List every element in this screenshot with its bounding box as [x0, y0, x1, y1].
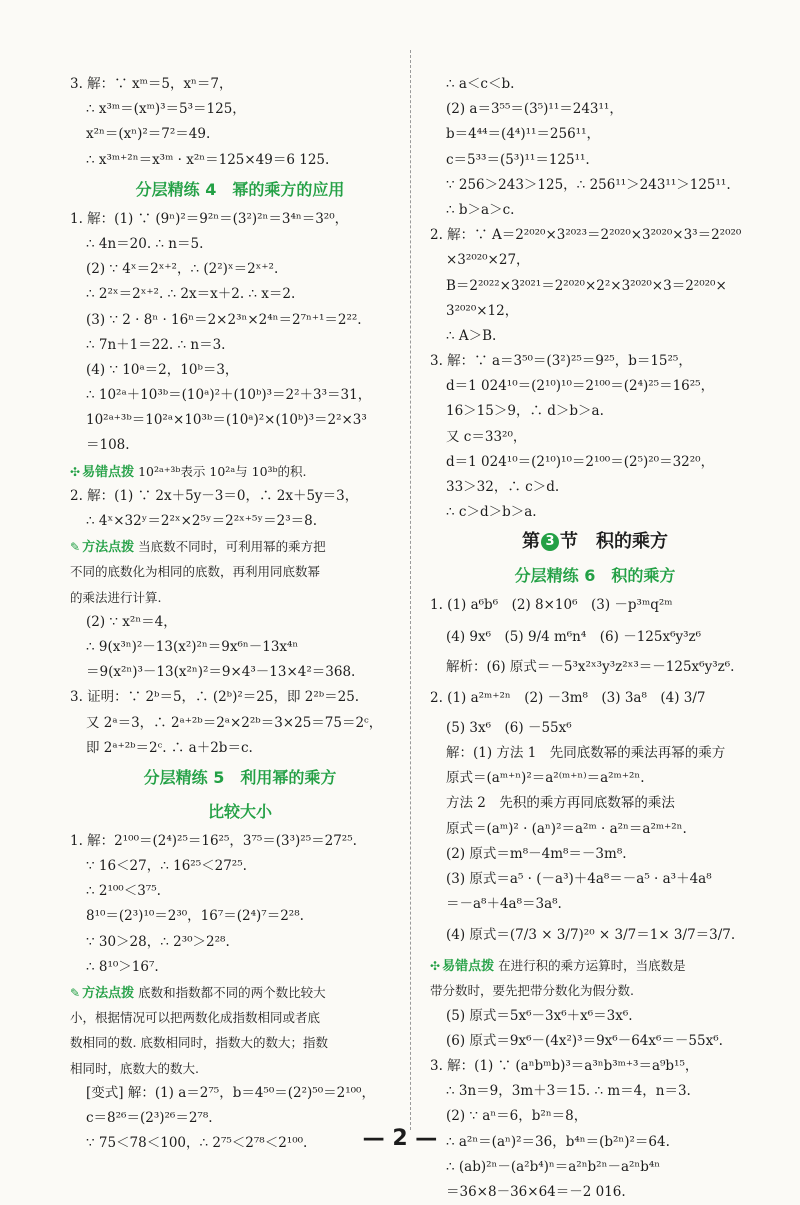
text-line: ∴ a²ⁿ＝(aⁿ)²＝36，b⁴ⁿ＝(b²ⁿ)²＝64. — [446, 1133, 670, 1150]
chapter-heading — [430, 525, 760, 559]
tip-text: 底数和指数都不同的两个数比较大 — [138, 985, 326, 1000]
section-heading-5-line2: 比较大小 — [207, 801, 272, 821]
text-line: 3. 解：∵ xᵐ＝5，xⁿ＝7， — [70, 76, 233, 92]
tip-text: 在进行积的乘方运算时，当底数是 — [498, 958, 686, 974]
text-line: (2) ∵ x²ⁿ＝4， — [86, 613, 177, 630]
text-line: ∴ (ab)²ⁿ－(a²b⁴)ⁿ＝a²ⁿb²ⁿ－a²ⁿb⁴ⁿ — [446, 1158, 661, 1175]
right-column — [430, 72, 760, 1205]
text-line: (4) 原式＝(7/3 × 3/7)²⁰ × 3/7＝1× 3/7＝3/7. — [446, 927, 736, 944]
chapter-title: 节 积的乘方 — [560, 531, 668, 553]
tip-line: 小，根据情况可以把两数化成指数相同或者底 — [70, 1010, 321, 1026]
right-block-a — [430, 72, 760, 525]
text-line: (6) 原式＝9x⁶－(4x²)³＝9x⁶－64x⁶＝－55x⁶. — [446, 1032, 723, 1049]
tip-icon: ✣ — [70, 464, 81, 479]
text-line: B＝2²⁰²²×3²⁰²¹＝2²⁰²⁰×2²×3²⁰²⁰×3＝2²⁰²⁰× — [446, 277, 727, 294]
section-heading-5: 分层精练 5 利用幂的乘方 — [143, 767, 337, 787]
text-line: [变式] 解：(1) a＝2⁷⁵，b＝4⁵⁰＝(2²)⁵⁰＝2¹⁰⁰， — [86, 1084, 375, 1101]
text-line: ＝36×8－36×64＝－2 016. — [446, 1183, 626, 1200]
text-line: (3) ∵ 2 · 8ⁿ · 16ⁿ＝2×2³ⁿ×2⁴ⁿ＝2⁷ⁿ⁺¹＝2²². — [86, 311, 362, 328]
text-line: ∵ 256＞243＞125，∴ 256¹¹＞243¹¹＞125¹¹. — [446, 176, 731, 193]
text-line: ∵ 30＞28，∴ 2³⁰＞2²⁸. — [86, 933, 230, 950]
left-column — [70, 72, 410, 1156]
text-line: ∴ x³ᵐ⁺²ⁿ＝x³ᵐ · x²ⁿ＝125×49＝6 125. — [86, 151, 330, 168]
text-line: ＝－a⁸＋4a⁸＝3a⁸. — [446, 896, 562, 913]
text-line: c＝8²⁶＝(2³)²⁶＝2⁷⁸. — [86, 1109, 213, 1126]
section4-block-a — [70, 207, 410, 459]
text-line: 2. 解：∵ A＝2²⁰²⁰×3²⁰²³＝2²⁰²⁰×3²⁰²⁰×3³＝2²⁰²⁰ — [430, 227, 742, 244]
text-line: ∴ 10²ᵃ＋10³ᵇ＝(10ᵃ)²＋(10ᵇ)³＝2²＋3³＝31， — [86, 387, 372, 404]
text-line: 8¹⁰＝(2³)¹⁰＝2³⁰，16⁷＝(2⁴)⁷＝2²⁸. — [86, 908, 304, 925]
tip-icon: ✎ — [70, 540, 81, 555]
tip-line: 不同的底数化为相同的底数，再利用同底数幂 — [70, 564, 321, 580]
text-line: d＝1 024¹⁰＝(2¹⁰)¹⁰＝2¹⁰⁰＝(2⁵)²⁰＝32²⁰， — [446, 453, 715, 470]
text-line: (4) ∵ 10ᵃ＝2，10ᵇ＝3， — [86, 361, 239, 378]
text-line: x²ⁿ＝(xⁿ)²＝7²＝49. — [86, 126, 211, 143]
section5-block-a — [70, 829, 410, 980]
text-line: 原式＝(aᵐ⁺ⁿ)²＝a²⁽ᵐ⁺ⁿ⁾＝a²ᵐ⁺²ⁿ. — [446, 770, 645, 787]
text-line: ＝9(x²ⁿ)³－13(x²ⁿ)²＝9×4³－13×4²＝368. — [86, 664, 356, 681]
tip-label: 方法点拨 — [82, 986, 135, 1001]
text-line: (5) 原式＝5x⁶－3x⁶＋x⁶＝3x⁶. — [446, 1007, 633, 1024]
text-line: 2. 解：(1) ∵ 2x＋5y－3＝0，∴ 2x＋5y＝3， — [70, 487, 359, 504]
text-line: (4) 9x⁶ (5) 9/4 m⁶n⁴ (6) －125x⁶y³z⁶ — [446, 628, 702, 645]
tip-mistake-1 — [70, 459, 410, 484]
text-line: 解：(1) 方法 1 先同底数幂的乘法再幂的乘方 — [446, 744, 726, 761]
text-line: c＝5³³＝(5³)¹¹＝125¹¹. — [446, 151, 590, 168]
right-block-c — [430, 1004, 760, 1205]
text-line: (2) 原式＝m⁸－4m⁸＝－3m⁸. — [446, 845, 627, 862]
chapter-number-badge: 3 — [541, 533, 559, 551]
text-line: 1. 解：2¹⁰⁰＝(2⁴)²⁵＝16²⁵，3⁷⁵＝(3³)²⁵＝27²⁵. — [70, 832, 357, 849]
text-line: 1. (1) a⁶b⁶ (2) 8×10⁶ (3) －p³ᵐq²ᵐ — [430, 597, 673, 614]
text-line: 1. 解：(1) ∵ (9ⁿ)²＝9²ⁿ＝(3²)²ⁿ＝3⁴ⁿ＝3²⁰， — [70, 210, 349, 227]
text-line: ∴ 9(x³ⁿ)²－13(x²)²ⁿ＝9x⁶ⁿ－13x⁴ⁿ — [86, 638, 299, 655]
text-line: ∴ 8¹⁰＞16⁷. — [86, 958, 159, 975]
text-line: 又 2ᵃ＝3，∴ 2ᵃ⁺²ᵇ＝2ᵃ×2²ᵇ＝3×25＝75＝2ᶜ， — [86, 714, 383, 731]
tip-line — [70, 980, 410, 1005]
page-number: — 2 — — [362, 1126, 438, 1151]
text-line: (3) 原式＝a⁵ · (－a³)＋4a⁸＝－a⁵ · a³＋4a⁸ — [446, 870, 712, 887]
text-line: 又 c＝33²⁰， — [446, 428, 527, 445]
tip-text: 10²ᵃ⁺³ᵇ表示 10²ᵃ与 10³ᵇ的积. — [138, 463, 307, 479]
text-line: ∴ 7n＋1＝22. ∴ n＝3. — [86, 336, 226, 353]
text-line: ∴ 2²ˣ＝2ˣ⁺². ∴ 2x＝x＋2. ∴ x＝2. — [86, 286, 296, 303]
text-line: ∴ A＞B. — [446, 327, 497, 344]
text-line: ∴ 3n＝9，3m＋3＝15. ∴ m＝4，n＝3. — [446, 1083, 691, 1100]
text-line: ∴ a＜c＜b. — [446, 76, 515, 92]
section-heading-4: 分层精练 4 幂的乘方的应用 — [135, 179, 345, 199]
text-line: (2) ∵ 4ˣ＝2ˣ⁺²，∴ (2²)ˣ＝2ˣ⁺². — [86, 261, 279, 278]
text-line: b＝4⁴⁴＝(4⁴)¹¹＝256¹¹， — [446, 126, 601, 143]
tip-line — [430, 953, 760, 978]
text-line: ∵ 16＜27，∴ 16²⁵＜27²⁵. — [86, 858, 247, 875]
tip-line: 数相同的数. 底数相同时，指数大的数大；指数 — [70, 1035, 328, 1051]
text-line: ∴ 4n＝20. ∴ n＝5. — [86, 235, 204, 252]
tip-line: 带分数时，要先把带分数化为假分数. — [430, 983, 634, 999]
text-line: ∴ c＞d＞b＞a. — [446, 504, 537, 521]
text-line: 10²ᵃ⁺³ᵇ＝10²ᵃ×10³ᵇ＝(10ᵃ)²×(10ᵇ)³＝2²×3³ — [86, 412, 367, 429]
text-line: ∴ b＞a＞c. — [446, 201, 515, 218]
tip-method-1 — [70, 534, 410, 610]
tip-text: 当底数不同时，可利用幂的乘方把 — [138, 539, 326, 555]
text-line: ∴ x³ᵐ＝(xᵐ)³＝5³＝125， — [86, 101, 246, 118]
tip-label: 易错点拨 — [442, 959, 495, 975]
text-line: 3. 解：∵ a＝3⁵⁰＝(3²)²⁵＝9²⁵，b＝15²⁵， — [430, 353, 692, 370]
tip-icon: ✣ — [430, 959, 441, 974]
text-line: 方法 2 先积的乘方再同底数幂的乘法 — [446, 795, 675, 812]
text-line: 原式＝(aᵐ)² · (aⁿ)²＝a²ᵐ · a²ⁿ＝a²ᵐ⁺²ⁿ. — [446, 820, 687, 837]
text-line: 3²⁰²⁰×12， — [446, 302, 519, 319]
text-line: 3. 证明：∵ 2ᵇ＝5，∴ (2ᵇ)²＝25，即 2²ᵇ＝25. — [70, 689, 360, 706]
text-line: 解析：(6) 原式＝－5³x²ˣ³y³z²ˣ³＝－125x⁶y³z⁶. — [446, 658, 735, 675]
tip-method-2 — [70, 980, 410, 1081]
text-line: ∴ 2¹⁰⁰＜3⁷⁵. — [86, 883, 161, 900]
text-line: 即 2ᵃ⁺²ᵇ＝2ᶜ. ∴ a＋2b＝c. — [86, 739, 253, 756]
text-line: 3. 解：(1) ∵ (aⁿbᵐb)³＝a³ⁿb³ᵐ⁺³＝a⁹b¹⁵， — [430, 1058, 699, 1074]
text-line: 33＞32，∴ c＞d. — [446, 479, 560, 495]
text-line: (2) a＝3⁵⁵＝(3⁵)¹¹＝243¹¹， — [446, 101, 623, 118]
text-line: ＝108. — [86, 437, 130, 454]
text-line: (2) ∵ aⁿ＝6，b²ⁿ＝8， — [446, 1108, 588, 1125]
tip-line: 相同时，底数大的数大. — [70, 1060, 199, 1076]
section4-block-c — [70, 610, 410, 761]
text-line: ∴ 4ˣ×32ʸ＝2²ˣ×2⁵ʸ＝2²ˣ⁺⁵ʸ＝2³＝8. — [86, 513, 318, 529]
tip-line: 的乘法进行计算. — [70, 589, 162, 605]
tip-label: 方法点拨 — [82, 540, 135, 556]
column-divider — [410, 50, 411, 1130]
text-line: 16＞15＞9，∴ d＞b＞a. — [446, 403, 604, 420]
pre-block — [70, 72, 410, 173]
text-line: 2. (1) a²ᵐ⁺²ⁿ (2) －3m⁸ (3) 3a⁸ (4) 3/7 — [430, 689, 706, 706]
tip-label: 易错点拨 — [82, 464, 135, 480]
tip-line — [70, 534, 410, 559]
tip-mistake-2 — [430, 953, 760, 1003]
text-line: d＝1 024¹⁰＝(2¹⁰)¹⁰＝2¹⁰⁰＝(2⁴)²⁵＝16²⁵， — [446, 378, 715, 395]
right-block-b — [430, 593, 760, 953]
text-line: ×3²⁰²⁰×27， — [446, 252, 530, 269]
section4-block-b — [70, 484, 410, 534]
section-heading-6: 分层精练 6 积的乘方 — [514, 566, 676, 586]
tip-icon: ✎ — [70, 986, 81, 1000]
text-line: (5) 3x⁶ (6) －55x⁶ — [446, 719, 572, 736]
chapter-prefix: 第 — [522, 531, 540, 553]
text-line: ∵ 75＜78＜100，∴ 2⁷⁵＜2⁷⁸＜2¹⁰⁰. — [86, 1135, 308, 1152]
